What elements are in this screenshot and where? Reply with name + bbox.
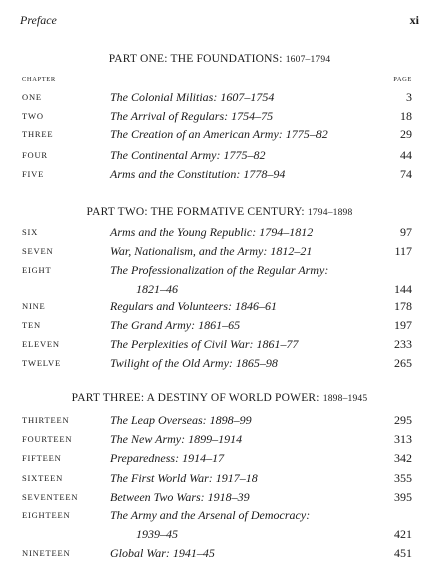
chapter-label: NINETEEN — [22, 548, 71, 558]
toc-entry[interactable] — [0, 490, 439, 506]
chapter-label: TEN — [22, 320, 41, 330]
toc-entry[interactable] — [0, 299, 439, 315]
chapter-page: 197 — [394, 318, 412, 332]
toc-entry[interactable] — [0, 451, 439, 467]
part-dates: 1898–1945 — [322, 394, 368, 404]
chapter-title: The Arrival of Regulars: 1754–75 — [110, 109, 274, 123]
part-title: PART TWO: THE FORMATIVE CENTURY: — [86, 206, 305, 218]
chapter-title: The Army and the Arsenal of Democracy: — [110, 508, 311, 522]
toc-entry[interactable] — [0, 318, 439, 334]
chapter-title: Between Two Wars: 1918–39 — [110, 490, 250, 504]
chapter-title: The Creation of an American Army: 1775–82 — [110, 127, 328, 141]
chapter-title: The First World War: 1917–18 — [110, 471, 258, 485]
toc-entry[interactable] — [0, 127, 439, 143]
toc-entry[interactable] — [0, 225, 439, 241]
toc-entry[interactable] — [0, 508, 439, 524]
chapter-column-header: CHAPTER — [22, 76, 56, 83]
chapter-label: EIGHT — [22, 265, 52, 275]
toc-entry[interactable] — [0, 244, 439, 260]
toc-entry-continuation[interactable] — [0, 527, 439, 543]
toc-entry[interactable] — [0, 471, 439, 487]
chapter-page: 178 — [394, 299, 412, 313]
toc-entry[interactable] — [0, 546, 439, 562]
part-two-heading — [0, 206, 439, 218]
chapter-title: The Grand Army: 1861–65 — [110, 318, 241, 332]
toc-entry[interactable] — [0, 413, 439, 429]
toc-entry[interactable] — [0, 356, 439, 372]
toc-entry[interactable] — [0, 432, 439, 448]
chapter-page: 29 — [400, 127, 412, 141]
chapter-page: 421 — [394, 527, 412, 541]
chapter-label: TWO — [22, 111, 44, 121]
chapter-title-continuation: 1939–45 — [136, 527, 178, 541]
chapter-label: SIXTEEN — [22, 473, 64, 483]
chapter-label: NINE — [22, 301, 46, 311]
chapter-label: SEVEN — [22, 246, 54, 256]
chapter-title: The New Army: 1899–1914 — [110, 432, 243, 446]
chapter-label: SIX — [22, 227, 39, 237]
running-head — [20, 13, 419, 29]
chapter-page: 3 — [406, 90, 412, 104]
chapter-page: 74 — [400, 167, 412, 181]
chapter-title: Arms and the Constitution: 1778–94 — [110, 167, 286, 181]
chapter-title: Global War: 1941–45 — [110, 546, 215, 560]
toc-entry[interactable] — [0, 109, 439, 125]
chapter-title: The Colonial Militias: 1607–1754 — [110, 90, 275, 104]
page-number: xi — [409, 13, 419, 27]
chapter-title: The Perplexities of Civil War: 1861–77 — [110, 337, 299, 351]
chapter-label: SEVENTEEN — [22, 492, 79, 502]
chapter-label: ELEVEN — [22, 339, 60, 349]
chapter-title: The Leap Overseas: 1898–99 — [110, 413, 252, 427]
chapter-page: 97 — [400, 225, 412, 239]
chapter-label: FOUR — [22, 150, 48, 160]
chapter-label: FOURTEEN — [22, 434, 73, 444]
chapter-page: 355 — [394, 471, 412, 485]
chapter-title: The Continental Army: 1775–82 — [110, 148, 266, 162]
chapter-page: 144 — [394, 282, 412, 296]
part-one-heading — [0, 53, 439, 65]
toc-entry[interactable] — [0, 148, 439, 164]
chapter-label: TWELVE — [22, 358, 61, 368]
chapter-label: FIVE — [22, 169, 45, 179]
chapter-title-continuation: 1821–46 — [136, 282, 178, 296]
page-column-header: PAGE — [393, 76, 412, 83]
chapter-label: EIGHTEEN — [22, 510, 71, 520]
chapter-page: 18 — [400, 109, 412, 123]
part-three-heading — [0, 392, 439, 404]
part-title: PART THREE: A DESTINY OF WORLD POWER: — [71, 392, 320, 404]
chapter-page: 117 — [394, 244, 412, 258]
part-title: PART ONE: THE FOUNDATIONS: — [108, 53, 283, 65]
part-dates: 1607–1794 — [285, 55, 331, 65]
toc-entry-continuation[interactable] — [0, 282, 439, 298]
chapter-title: War, Nationalism, and the Army: 1812–21 — [110, 244, 313, 258]
chapter-title: Preparedness: 1914–17 — [110, 451, 225, 465]
chapter-label: THIRTEEN — [22, 415, 70, 425]
toc-entry[interactable] — [0, 337, 439, 353]
chapter-label: ONE — [22, 92, 42, 102]
chapter-page: 295 — [394, 413, 412, 427]
part-dates: 1794–1898 — [307, 208, 353, 218]
chapter-page: 395 — [394, 490, 412, 504]
chapter-page: 451 — [394, 546, 412, 560]
running-title: Preface — [20, 13, 57, 27]
chapter-page: 342 — [394, 451, 412, 465]
toc-entry[interactable] — [0, 167, 439, 183]
chapter-label: THREE — [22, 129, 54, 139]
chapter-title: The Professionalization of the Regular Army: — [110, 263, 329, 277]
chapter-label: FIFTEEN — [22, 453, 62, 463]
chapter-title: Twilight of the Old Army: 1865–98 — [110, 356, 278, 370]
chapter-page: 313 — [394, 432, 412, 446]
chapter-page: 265 — [394, 356, 412, 370]
toc-entry[interactable] — [0, 263, 439, 279]
chapter-title: Arms and the Young Republic: 1794–1812 — [110, 225, 314, 239]
toc-entry[interactable] — [0, 90, 439, 106]
chapter-page: 44 — [400, 148, 412, 162]
chapter-page: 233 — [394, 337, 412, 351]
chapter-title: Regulars and Volunteers: 1846–61 — [110, 299, 277, 313]
